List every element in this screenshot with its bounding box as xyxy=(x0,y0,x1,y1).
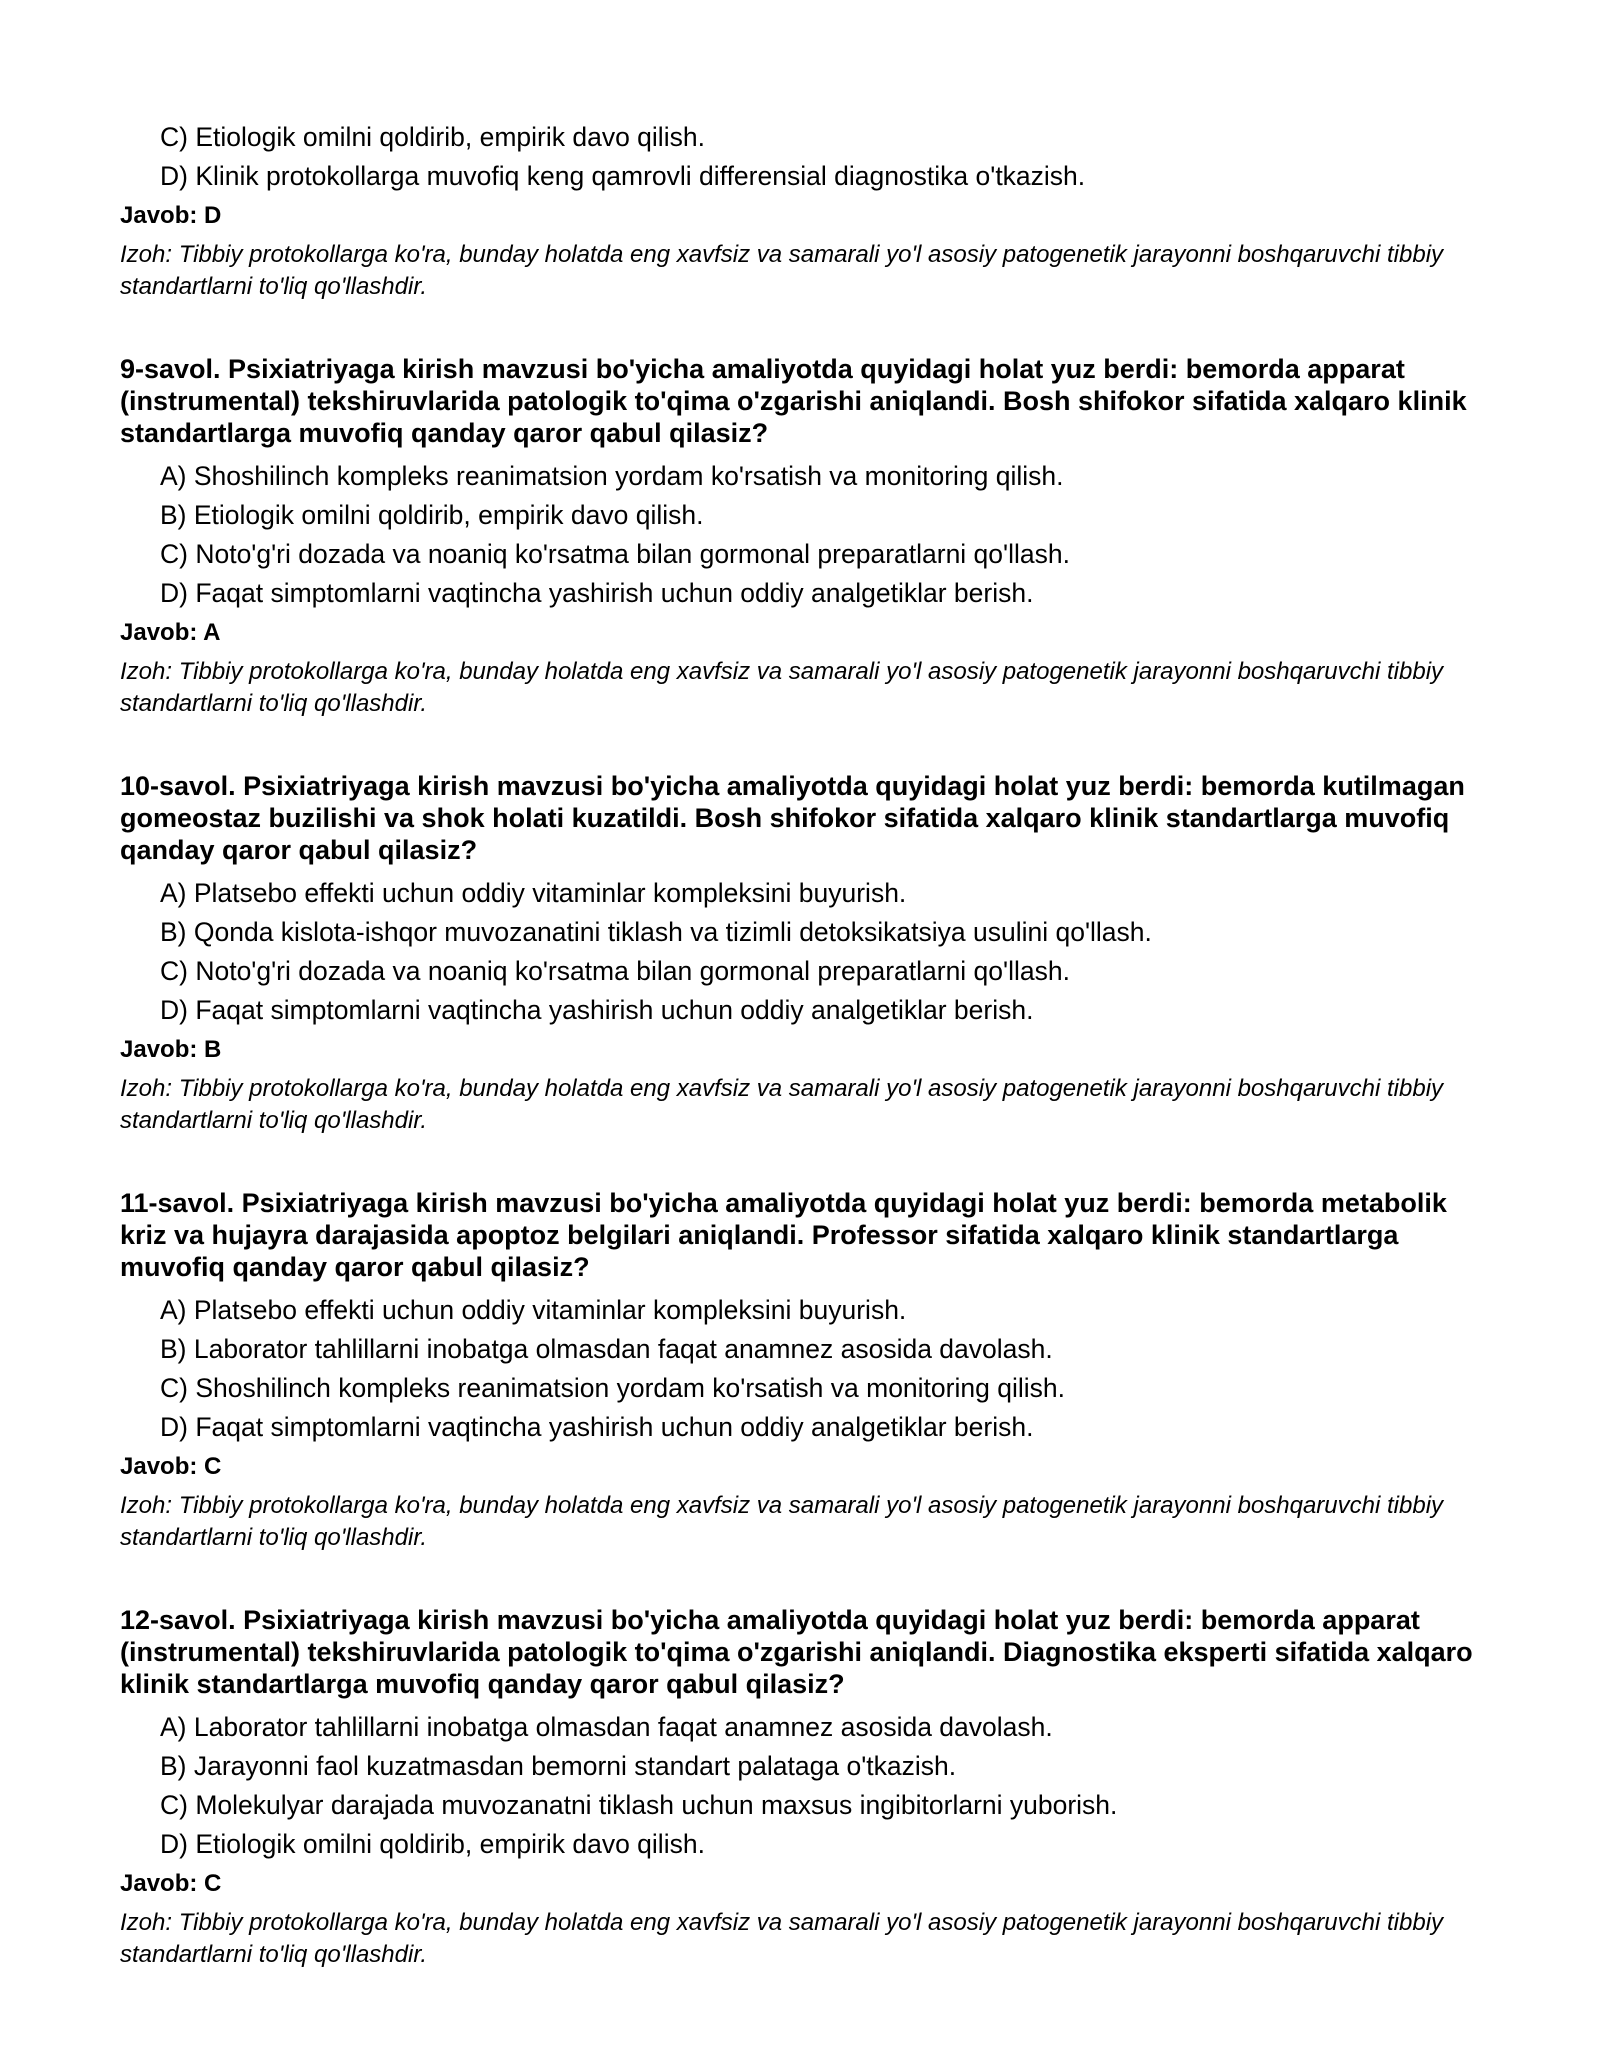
option-b: B) Etiologik omilni qoldirib, empirik davo qilish. xyxy=(160,500,704,530)
explanation-note: Izoh: Tibbiy protokollarga ko'ra, bunday holatda eng xavfsiz va samarali yo'l asosiy patogenetik jarayonni boshqaruvchi tibbiy standartlarni to'liq qo'llashdir. xyxy=(120,1492,1444,1551)
answer-label: Javob: C xyxy=(120,1453,222,1480)
question-12 xyxy=(120,1604,1500,1971)
option-d: D) Klinik protokollarga muvofiq keng qamrovli differensial diagnostika o'tkazish. xyxy=(160,161,1086,191)
question-11 xyxy=(120,1187,1500,1554)
explanation-note: Izoh: Tibbiy protokollarga ko'ra, bunday holatda eng xavfsiz va samarali yo'l asosiy patogenetik jarayonni boshqaruvchi tibbiy standartlarni to'liq qo'llashdir. xyxy=(120,1075,1444,1134)
question-title: 10-savol. Psixiatriyaga kirish mavzusi bo'yicha amaliyotda quyidagi holat yuz berdi: bemorda kutilmagan gomeostaz buzilishi va shok holati kuzatildi. Bosh shifokor sifatida xalqaro klinik standartlarga muvofiq qanday qaror qabul qilasiz? xyxy=(120,771,1465,865)
explanation-note: Izoh: Tibbiy protokollarga ko'ra, bunday holatda eng xavfsiz va samarali yo'l asosiy patogenetik jarayonni boshqaruvchi tibbiy standartlarni to'liq qo'llashdir. xyxy=(120,241,1444,300)
option-b: B) Laborator tahlillarni inobatga olmasdan faqat anamnez asosida davolash. xyxy=(160,1334,1053,1364)
option-d: D) Etiologik omilni qoldirib, empirik davo qilish. xyxy=(160,1829,705,1859)
option-a: A) Platsebo effekti uchun oddiy vitaminlar kompleksini buyurish. xyxy=(160,878,907,908)
option-c: C) Noto'g'ri dozada va noaniq ko'rsatma bilan gormonal preparatlarni qo'llash. xyxy=(160,539,1070,569)
question-10 xyxy=(120,770,1500,1137)
question-8-continued xyxy=(120,118,1500,303)
option-d: D) Faqat simptomlarni vaqtincha yashirish uchun oddiy analgetiklar berish. xyxy=(160,1412,1034,1442)
answer-label: Javob: A xyxy=(120,619,221,646)
option-c: C) Shoshilinch kompleks reanimatsion yordam ko'rsatish va monitoring qilish. xyxy=(160,1373,1065,1403)
option-c: C) Noto'g'ri dozada va noaniq ko'rsatma bilan gormonal preparatlarni qo'llash. xyxy=(160,956,1070,986)
option-a: A) Laborator tahlillarni inobatga olmasdan faqat anamnez asosida davolash. xyxy=(160,1712,1053,1742)
option-c: C) Etiologik omilni qoldirib, empirik davo qilish. xyxy=(160,122,705,152)
answer-label: Javob: C xyxy=(120,1870,222,1897)
option-b: B) Qonda kislota-ishqor muvozanatini tiklash va tizimli detoksikatsiya usulini qo'llash. xyxy=(160,917,1152,947)
question-title: 12-savol. Psixiatriyaga kirish mavzusi bo'yicha amaliyotda quyidagi holat yuz berdi: bemorda apparat (instrumental) tekshiruvlarida patologik to'qima o'zgarishi aniqlandi. Diagnostika eksperti sifatida xalqaro klinik standartlarga muvofiq qanday qaror qabul qilasiz? xyxy=(120,1605,1473,1699)
answer-label: Javob: D xyxy=(120,202,222,229)
answer-label: Javob: B xyxy=(120,1036,222,1063)
option-b: B) Jarayonni faol kuzatmasdan bemorni standart palataga o'tkazish. xyxy=(160,1751,957,1781)
option-a: A) Shoshilinch kompleks reanimatsion yordam ko'rsatish va monitoring qilish. xyxy=(160,461,1064,491)
option-d: D) Faqat simptomlarni vaqtincha yashirish uchun oddiy analgetiklar berish. xyxy=(160,995,1034,1025)
question-title: 11-savol. Psixiatriyaga kirish mavzusi bo'yicha amaliyotda quyidagi holat yuz berdi: bemorda metabolik kriz va hujayra darajasida apoptoz belgilari aniqlandi. Professor sifatida xalqaro klinik standartlarga muvofiq qanday qaror qabul qilasiz? xyxy=(120,1188,1447,1282)
option-a: A) Platsebo effekti uchun oddiy vitaminlar kompleksini buyurish. xyxy=(160,1295,907,1325)
document-page xyxy=(120,118,1500,1971)
question-9 xyxy=(120,353,1500,720)
question-title: 9-savol. Psixiatriyaga kirish mavzusi bo'yicha amaliyotda quyidagi holat yuz berdi: bemorda apparat (instrumental) tekshiruvlarida patologik to'qima o'zgarishi aniqlandi. Bosh shifokor sifatida xalqaro klinik standartlarga muvofiq qanday qaror qabul qilasiz? xyxy=(120,354,1467,448)
option-d: D) Faqat simptomlarni vaqtincha yashirish uchun oddiy analgetiklar berish. xyxy=(160,578,1034,608)
explanation-note: Izoh: Tibbiy protokollarga ko'ra, bunday holatda eng xavfsiz va samarali yo'l asosiy patogenetik jarayonni boshqaruvchi tibbiy standartlarni to'liq qo'llashdir. xyxy=(120,658,1444,717)
explanation-note: Izoh: Tibbiy protokollarga ko'ra, bunday holatda eng xavfsiz va samarali yo'l asosiy patogenetik jarayonni boshqaruvchi tibbiy standartlarni to'liq qo'llashdir. xyxy=(120,1909,1444,1968)
option-c: C) Molekulyar darajada muvozanatni tiklash uchun maxsus ingibitorlarni yuborish. xyxy=(160,1790,1118,1820)
